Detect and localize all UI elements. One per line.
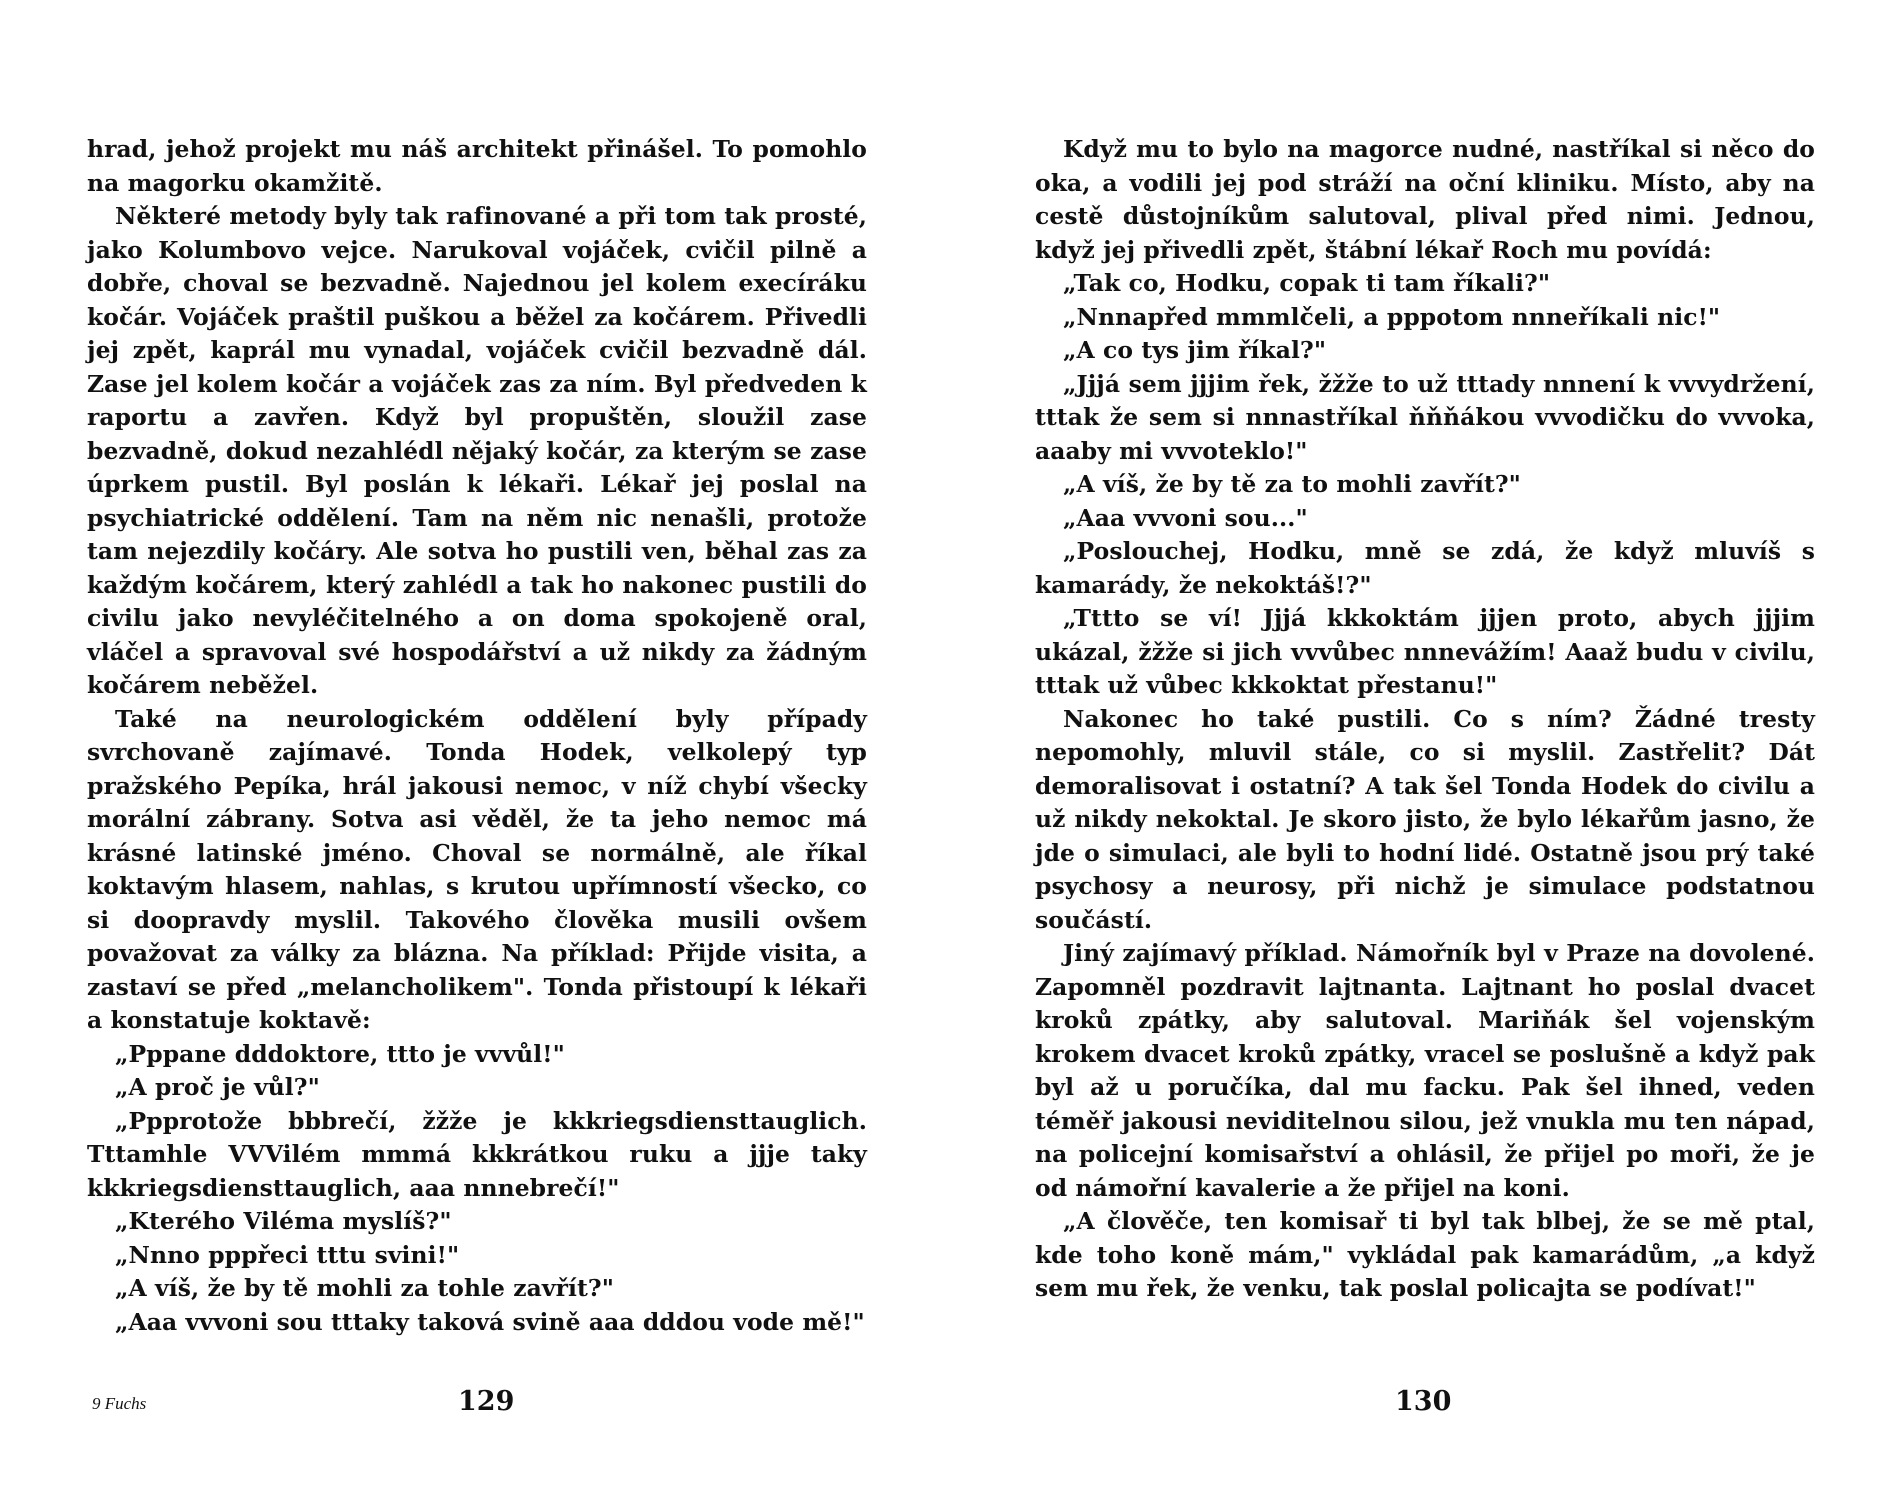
dialogue-line: „A víš, že by tě za to mohli zavřít?" (1063, 470, 1521, 498)
dialogue-line: „Nnno pppřeci tttu svini!" (115, 1240, 460, 1269)
dialogue-line: „A proč je vůl?" (115, 1073, 320, 1101)
dialogue-line: „A víš, že by tě mohli za tohle zavřít?" (115, 1274, 615, 1302)
dialogue-line: „A člověče, ten komisař ti byl tak blbej, že se mě ptal, kde toho koně mám," vykládal pak kamarádům, „a když sem mu řek, že venku, tak poslal policajta se podívat!" (1035, 1207, 1815, 1302)
dialogue-line: „Tttto se ví! Jjjá kkkoktám jjjen proto, abych jjjim ukázal, žžže si jich vvvůbec nnnevážím! Aaaž budu v civilu, tttak už vůbec kkkoktat přestanu!" (1035, 604, 1815, 699)
paragraph: Nakonec ho také pustili. Co s ním? Žádné tresty nepomohly, mluvil stále, co si myslil. Zastřelit? Dát demoralisovat i ostatní? A tak šel Tonda Hodek do civilu a už nikdy nekoktal. Je skoro jisto, že bylo lékařům jasno, že jde o simulaci, ale byli to hodní lidé. Ostatně jsou prý také psychosy a neurosy, při nichž je simulace podstatnou součástí. (1035, 704, 1815, 934)
dialogue-line: „Nnnapřed mmmlčeli, a pppotom nnneříkali nic!" (1063, 302, 1721, 331)
dialogue-line: „Jjjá sem jjjim řek, žžže to už tttady nnnení k vvvydržení, tttak že sem si nnnastříkal ňňňákou vvvodičku do vvvoka, aaaby mi vvvoteklo!" (1035, 369, 1815, 465)
dialogue-line: „Poslouchej, Hodku, mně se zdá, že když mluvíš s kamarády, že nekoktáš!?" (1035, 537, 1815, 599)
dialogue-line: „A co tys jim říkal?" (1063, 336, 1327, 364)
paragraph: Také na neurologickém oddělení byly případy svrchovaně zajímavé. Tonda Hodek, velkolepý typ pražského Pepíka, hrál jakousi nemoc, v níž chybí všecky morální zábrany. Sotva asi věděl, že ta jeho nemoc má krásné latinské jméno. Choval se normálně, ale říkal koktavým hlasem, nahlas, s krutou upřímností všecko, co si doopravdy myslil. Takového člověka musili ovšem považovat za války za blázna. Na příklad: Přijde visita, a zastaví se před „melancholikem". Tonda přistoupí k lékaři a konstatuje koktavě: (87, 704, 867, 1034)
dialogue-line: „Kterého Viléma myslíš?" (115, 1207, 452, 1235)
right-page-text (1035, 133, 1815, 1306)
dialogue-line: „Tak co, Hodku, copak ti tam říkali?" (1063, 269, 1551, 297)
paragraph: Jiný zajímavý příklad. Námořník byl v Praze na dovolené. Zapomněl pozdravit lajtnanta. Lajtnant ho poslal dvacet kroků zpátky, aby salutoval. Mariňák šel vojenským krokem dvacet kroků zpátky, vracel se poslušně a když pak byl až u poručíka, dal mu facku. Pak šel ihned, veden téměř jakousi neviditelnou silou, jež vnukla mu ten nápad, na policejní komisařství a ohlásil, že přijel po moři, že je od námořní kavalerie a že přijel na koni. (1035, 939, 1815, 1202)
paragraph: Některé metody byly tak rafinované a při tom tak prosté, jako Kolumbovo vejce. Narukoval vojáček, cvičil pilně a dobře, choval se bezvadně. Najednou jel kolem execíráku kočár. Vojáček praštil puškou a běžel za kočárem. Přivedli jej zpět, kaprál mu vynadal, vojáček cvičil bezvadně dál. Zase jel kolem kočár a vojáček zas za ním. Byl předveden k raportu a zavřen. Když byl propuštěn, sloužil zase bezvadně, dokud nezahlédl nějaký kočár, za kterým se zase úprkem pustil. Byl poslán k lékaři. Lékař jej poslal na psychiatrické oddělení. Tam na něm nic nenašli, protože tam nejezdily kočáry. Ale sotva ho pustili ven, běhal zas za každým kočárem, který zahlédl a tak ho nakonec pustili do civilu jako nevyléčitelného a on doma spokojeně oral, vláčel a spravoval své hospodářství a už nikdy za žádným kočárem neběžel. (87, 202, 867, 699)
dialogue-line: „Aaa vvvoni sou..." (1063, 503, 1308, 532)
page-number-left: 129 (458, 1386, 515, 1417)
dialogue-line: „Pppane dddoktore, ttto je vvvůl!" (115, 1039, 565, 1068)
dialogue-line: „Aaa vvvoni sou tttaky taková svině aaa dddou vode mě!" (115, 1307, 865, 1336)
left-page-text (87, 133, 867, 1339)
dialogue-line: „Ppprotože bbbrečí, žžže je kkkriegsdiensttauglich. Tttamhle VVVilém mmmá kkkrátkou ruku a jjje taky kkkriegsdiensttauglich, aaa nnnebrečí!" (87, 1106, 867, 1202)
paragraph: hrad, jehož projekt mu náš architekt přinášel. To pomohlo na magorku okamžitě. (87, 135, 867, 197)
paragraph: Když mu to bylo na magorce nudné, nastříkal si něco do oka, a vodili jej pod stráží na oční kliniku. Místo, aby na cestě důstojníkům salutoval, plival před nimi. Jednou, když jej přivedli zpět, štábní lékař Roch mu povídá: (1035, 135, 1815, 264)
signature-mark: 9 Fuchs (92, 1394, 147, 1413)
page-number-right: 130 (1395, 1386, 1452, 1417)
